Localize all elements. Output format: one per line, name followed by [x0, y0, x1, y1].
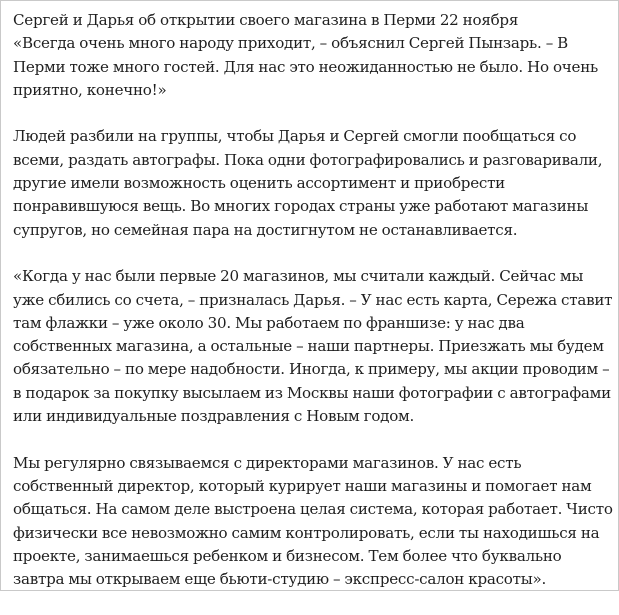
article-paragraph-directors: Мы регулярно связываемся с директорами магазинов. У нас есть собственный директор, который курирует наши магазины и помогает нам общаться. На самом деле выстроена целая система, которая работает. Чисто физически все невозможно самим контролировать, если ты находишься на проекте, занимаешься ребенком и бизнесом. Тем более что буквально завтра мы открываем еще бьюти-студию – экспресс-салон красоты».: [13, 453, 613, 589]
article-paragraph-quote-opening: «Всегда очень много народу приходит, – объяснил Сергей Пынзарь. – В Перми тоже много гостей. Для нас это неожиданностью не было. Но очень приятно, конечно!»: [13, 34, 598, 99]
article-body: [13, 9, 613, 615]
article-paragraph-groups: Людей разбили на группы, чтобы Дарья и Сергей смогли пообщаться со всеми, раздать автографы. Пока одни фотографировались и разговаривали, другие имели возможность оценить ассортимент и приобрести понравившуюся вещь. Во многих городах страны уже работают магазины супругов, но семейная пара на достигнутом не останавливается.: [13, 127, 603, 239]
article-title: Сергей и Дарья об открытии своего магазина в Перми 22 ноября: [13, 11, 519, 29]
article-paragraph-stores: «Когда у нас были первые 20 магазинов, мы считали каждый. Сейчас мы уже сбились со счета, – призналась Дарья. – У нас есть карта, Сережа ставит там флажки – уже около 30. Мы работаем по франшизе: у нас два собственных магазина, а остальные – наши партнеры. Приезжать мы будем обязательно – по мере надобности. Иногда, к примеру, мы акции проводим – в подарок за покупку высылаем из Москвы наши фотографии с автографами или индивидуальные поздравления с Новым годом.: [13, 267, 613, 426]
